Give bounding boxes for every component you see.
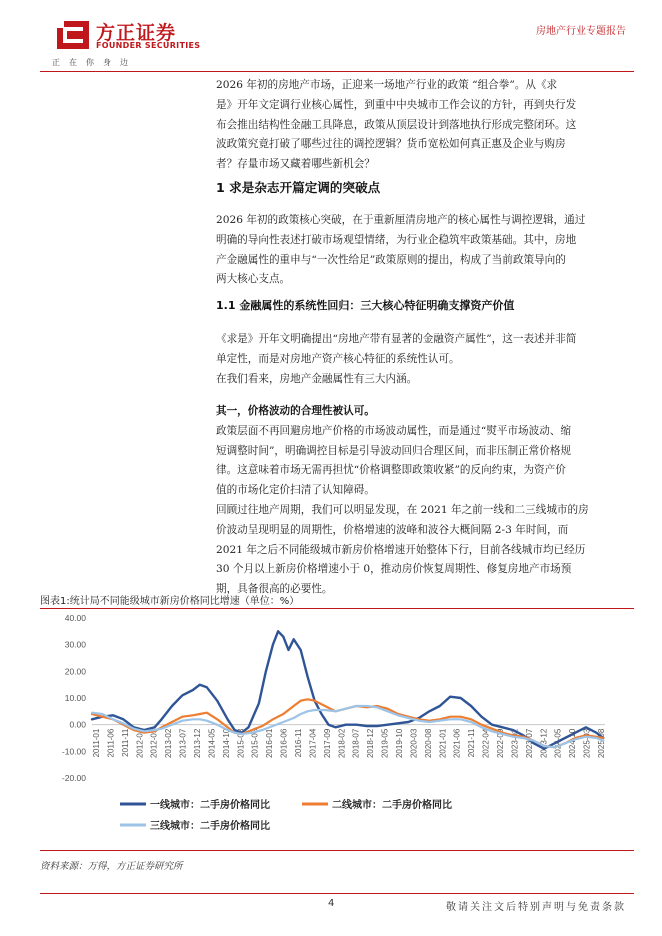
text-line: 回顾过往地产周期，我们可以明显发现，在 2021 年之前一线和二三线城市的房 xyxy=(216,503,589,516)
text-line: 两大核心支点。 xyxy=(216,273,291,286)
text-line: 2026 年初的房地产市场，正迎来一场地产行业的政策 “组合拳”。从《求 xyxy=(216,79,558,91)
y-tick-label: -10.00 xyxy=(61,746,86,757)
x-tick-label: 2015-08 xyxy=(250,728,260,759)
figure-title: 图表1:统计局不同能级城市新房价格同比增速（单位：%） xyxy=(40,596,300,607)
x-tick-label: 2015-03 xyxy=(236,728,246,759)
x-tick-label: 2011-06 xyxy=(106,728,116,758)
text-line: 波政策究竟打破了哪些过往的调控逻辑？货币宽松如何真正惠及企业与购房 xyxy=(216,138,566,151)
x-tick-label: 2012-09 xyxy=(149,728,159,759)
x-tick-label: 2018-12 xyxy=(366,728,376,759)
y-tick-label: 40.00 xyxy=(64,613,86,623)
text-line: 明确的导向性表述打破市场观望情绪，为行业企稳筑牢政策基础。其中，房地 xyxy=(216,233,577,246)
section-1-paragraph xyxy=(216,211,622,290)
x-tick-label: 2016-01 xyxy=(265,728,275,759)
text-line: 30 个月以上新房价格增速小于 0，推动房价恢复周期性、修复房地产市场预 xyxy=(216,563,572,576)
y-tick-label: 0.00 xyxy=(69,719,86,730)
x-tick-label: 2017-04 xyxy=(308,728,318,759)
text-line: 《求是》开年文明确提出“房地产带有显著的金融资产属性”，这一表述并非简 xyxy=(216,333,577,345)
x-tick-label: 2013-02 xyxy=(164,728,174,759)
text-line: 产金融属性的重申与“一次性给足”政策原则的提出，构成了当前政策导向的 xyxy=(216,253,566,266)
text-line: 短调整时间”，明确调控目标是引导波动回归合理区间，而非压制正常价格规 xyxy=(216,444,572,457)
text-line: 布会推出结构性金融工具降息，政策从顶层设计到落地执行形成完整闭环。这 xyxy=(216,118,577,131)
slogan: 正在你身边 xyxy=(52,58,137,67)
report-type-label: 房地产行业专题报告 xyxy=(536,26,626,37)
x-tick-label: 2021-06 xyxy=(452,728,462,759)
text-line: 单定性，而是对房地产资产核心特征的系统性认可。 xyxy=(216,352,460,365)
figure-source: 资料来源：万得，方正证券研究所 xyxy=(40,861,183,872)
x-tick-label: 2016-11 xyxy=(294,728,303,758)
text-line: 2021 年之后不同能级城市新房价格增速开始整体下行，目前各线城市均已经历 xyxy=(216,543,586,556)
x-tick-label: 2013-12 xyxy=(193,728,202,759)
x-tick-label: 2020-03 xyxy=(409,728,419,759)
figure-title-divider xyxy=(40,608,634,609)
x-tick-label: 2023-12 xyxy=(539,728,549,759)
x-tick-label: 2011-11 xyxy=(120,728,130,757)
source-divider xyxy=(40,850,634,851)
y-tick-label: 20.00 xyxy=(64,666,86,677)
x-tick-label: 2014-10 xyxy=(221,728,231,759)
x-tick-label: 2020-08 xyxy=(423,728,433,759)
x-tick-label: 2022-04 xyxy=(481,728,491,759)
x-tick-label: 2018-02 xyxy=(337,728,347,759)
x-tick-label: 2017-09 xyxy=(322,728,332,759)
x-tick-label: 2025-03 xyxy=(582,728,592,759)
x-tick-label: 2018-07 xyxy=(351,728,361,759)
disclaimer-link[interactable]: 敬请关注文后特别声明与免责条款 xyxy=(446,902,626,913)
x-tick-label: 2024-10 xyxy=(568,728,578,759)
text-line: 者？存量市场又藏着哪些新机会？ xyxy=(216,158,375,171)
logo-text-en: FOUNDER SECURITIES xyxy=(96,41,201,50)
point-1-title: 其一，价格波动的合理性被认可。 xyxy=(216,405,375,417)
page-header xyxy=(0,0,662,70)
x-tick-label: 2023-02 xyxy=(510,728,520,759)
price-growth-line-chart xyxy=(40,612,634,842)
text-line: 2026 年初的政策核心突破，在于重新厘清房地产的核心属性与调控逻辑，通过 xyxy=(216,214,586,226)
logo-text-cn: 方正证券 xyxy=(96,22,177,44)
legend-label-3: 三线城市：二手房价格同比 xyxy=(150,821,270,832)
x-tick-label: 2014-05 xyxy=(207,728,217,759)
section-1-1-paragraph xyxy=(216,330,622,389)
header-divider xyxy=(40,71,634,72)
x-tick-label: 2011-01 xyxy=(92,728,101,758)
x-tick-label: 2012-04 xyxy=(135,728,145,759)
text-line: 律。这意味着市场无需再担忧“价格调整即政策收紧”的反向约束，为资产价 xyxy=(216,464,566,477)
x-tick-label: 2021-11 xyxy=(467,728,477,758)
page-number: 4 xyxy=(328,898,335,909)
x-tick-label: 2025-08 xyxy=(597,728,606,759)
text-line: 期，具备很高的必要性。 xyxy=(216,583,333,596)
y-tick-label: -20.00 xyxy=(61,773,86,783)
x-tick-label: 2022-09 xyxy=(496,728,505,759)
text-line: 政策层面不再回避房地产价格的市场波动属性，而是通过“熨平市场波动、缩 xyxy=(216,424,572,437)
y-tick-label: 10.00 xyxy=(64,693,86,703)
legend-label-1: 一线城市：二手房价格同比 xyxy=(150,800,270,811)
x-tick-label: 2024-05 xyxy=(553,728,563,759)
section-1-1-heading: 1.1 金融属性的系统性回归：三大核心特征明确支撑资产价值 xyxy=(216,299,515,312)
footer-divider xyxy=(40,893,634,894)
x-tick-label: 2013-07 xyxy=(178,728,188,759)
x-tick-label: 2019-10 xyxy=(395,728,404,759)
text-line: 价波动呈现明显的周期性，价格增速的波峰和波谷大概间隔 2-3 年时间，而 xyxy=(216,523,569,536)
section-1-heading: 1 求是杂志开篇定调的突破点 xyxy=(216,180,381,195)
x-tick-label: 2021-01 xyxy=(438,728,448,759)
x-tick-label: 2016-06 xyxy=(279,728,289,759)
founder-logo-icon xyxy=(56,20,90,50)
text-line: 值的市场化定价扫清了认知障碍。 xyxy=(216,484,375,497)
intro-paragraph xyxy=(216,76,622,175)
y-tick-label: 30.00 xyxy=(64,639,86,650)
x-tick-label: 2019-05 xyxy=(380,728,390,759)
legend-label-2: 二线城市：二手房价格同比 xyxy=(332,800,452,811)
point-1-block xyxy=(216,402,622,600)
text-line: 是》开年文定调行业核心属性，到重中中央城市工作会议的方针，再到央行发 xyxy=(216,98,577,111)
text-line: 在我们看来，房地产金融属性有三大内涵。 xyxy=(216,372,418,385)
x-tick-label: 2023-07 xyxy=(524,728,534,759)
